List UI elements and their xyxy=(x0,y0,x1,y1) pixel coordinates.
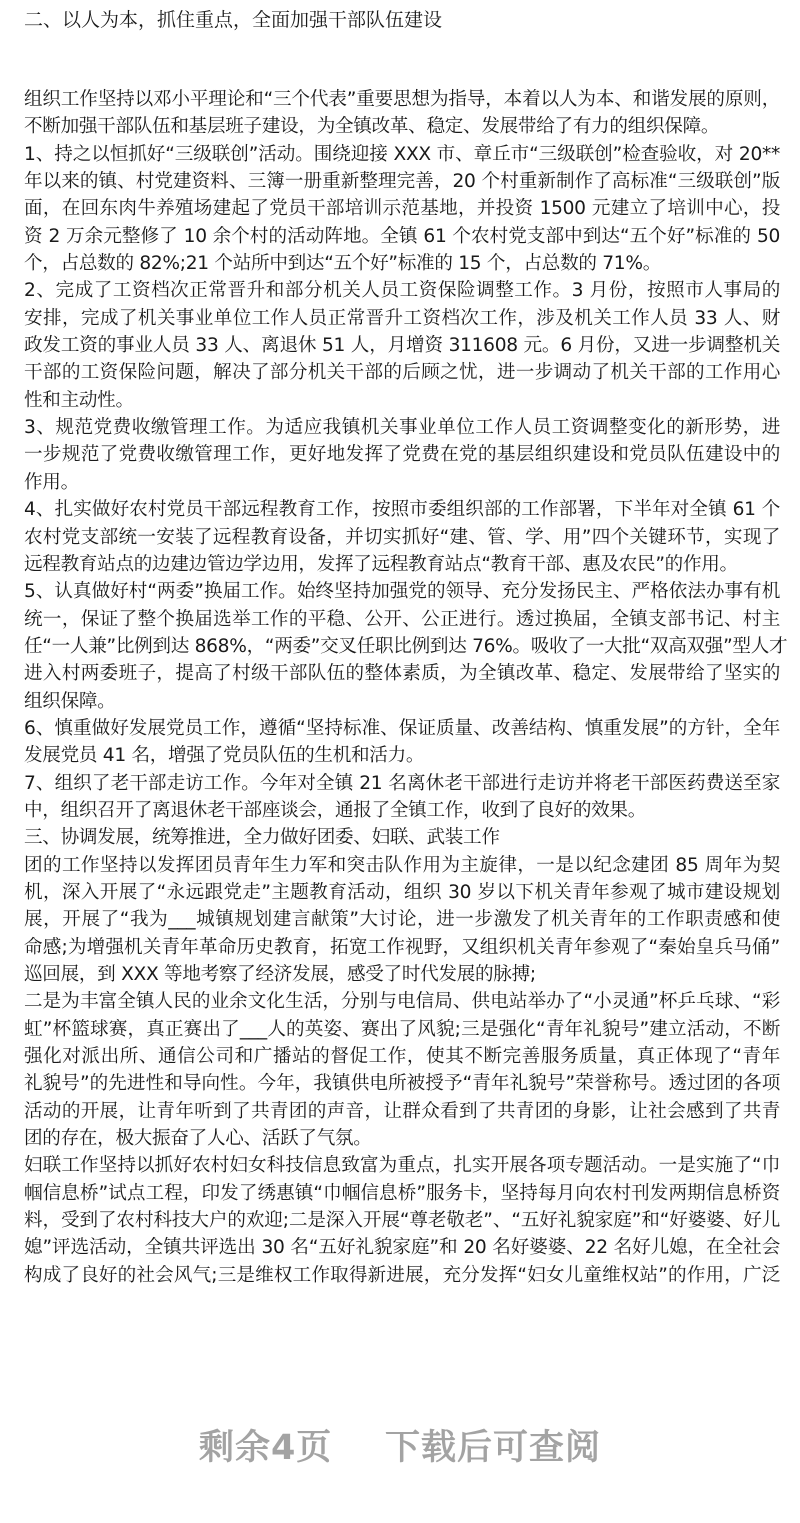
text-line: 一步规范了党费收缴管理工作，更好地发挥了党费在党的基层组织建设和党员队伍建设中的 xyxy=(24,444,780,466)
text-line: 命感;为增强机关青年革命历史教育，拓宽工作视野，又组织机关青年参观了“秦始皇兵马俑” xyxy=(24,936,780,958)
text-line: 远程教育站点的边建边管边学边用，发挥了远程教育站点“教育干部、惠及农民”的作用。 xyxy=(24,553,738,575)
text-line: 7、组织了老干部走访工作。今年对全镇 21 名离休老干部进行走访并将老干部医药费送至家 xyxy=(24,772,780,794)
text-line: 中，组织召开了离退休老干部座谈会，通报了全镇工作，收到了良好的效果。 xyxy=(24,799,646,821)
download-prompt[interactable] xyxy=(0,1420,800,1470)
paragraph xyxy=(24,770,780,825)
text-line: 进入村两委班子，提高了村级干部队伍的整体素质，为全镇改革、稳定、发展带给了坚实的 xyxy=(24,663,780,685)
text-line: 任“一人兼”比例到达 868%，“两委”交叉任职比例到达 76%。吸收了一大批“双高双强”型人才 xyxy=(24,635,788,657)
text-line: 年以来的镇、村党建资料、三簿一册重新整理完善，20 个村重新制作了高标准“三级联创”版 xyxy=(24,171,780,193)
text-line: 强化对派出所、通信公司和广播站的督促工作，使其不断完善服务质量，真正体现了“青年 xyxy=(24,1046,780,1068)
text-line: 二是为丰富全镇人民的业余文化生活，分别与电信局、供电站举办了“小灵通”杯乒乓球、“彩 xyxy=(24,991,780,1013)
text-line: 不断加强干部队伍和基层班子建设，为全镇改革、稳定、发展带给了有力的组织保障。 xyxy=(24,116,720,138)
text-line: 巡回展，到 XXX 等地考察了经济发展，感受了时代发展的脉搏; xyxy=(24,964,536,985)
text-line: 三、协调发展，统筹推进，全力做好团委、妇联、武装工作 xyxy=(24,827,500,849)
text-line: 1、持之以恒抓好“三级联创”活动。围绕迎接 XXX 市、章丘市“三级联创”检查验收，对 20** xyxy=(24,143,780,165)
text-line: 4、扎实做好农村党员干部远程教育工作，按照市委组织部的工作部署，下半年对全镇 61 个 xyxy=(24,499,780,521)
text-line: 统一，保证了整个换届选举工作的平稳、公开、公正进行。透过换届，全镇支部书记、村主 xyxy=(24,608,780,630)
text-line: 帼信息桥”试点工程，印发了绣惠镇“巾帼信息桥”服务卡，坚持每月向农村刊发两期信息桥资 xyxy=(24,1182,780,1204)
text-line: 面，在回东肉牛养殖场建起了党员干部培训示范基地，并投资 1500 元建立了培训中心，投 xyxy=(24,198,780,220)
text-line: 团的存在，极大振奋了人心、活跃了气氛。 xyxy=(24,1128,372,1150)
text-line: 礼貌号”的先进性和导向性。今年，我镇供电所被授予“青年礼貌号”荣誉称号。透过团的各项 xyxy=(24,1073,780,1095)
text-line: 媳”评选活动，全镇共评选出 30 名“五好礼貌家庭”和 20 名好婆婆、22 名好儿媳，在全社会 xyxy=(24,1237,780,1259)
text-line: 机，深入开展了“永远跟党走”主题教育活动，组织 30 岁以下机关青年参观了城市建设规划 xyxy=(24,881,780,903)
paragraph xyxy=(24,1152,780,1289)
section-heading: 二、以人为本，抓住重点，全面加强干部队伍建设 xyxy=(24,9,443,31)
paragraph xyxy=(24,414,780,496)
text-line: 干部的工资保险问题，解决了部分机关干部的后顾之忧，进一步调动了机关干部的工作用心 xyxy=(24,362,780,384)
text-line: 构成了良好的社会风气;三是维权工作取得新进展，充分发挥“妇女儿童维权站”的作用，广泛 xyxy=(24,1264,780,1286)
paragraph xyxy=(24,86,780,141)
document-body xyxy=(24,86,788,1289)
text-line: 性和主动性。 xyxy=(24,389,134,411)
download-hint-label: 下载后可查阅 xyxy=(385,1428,602,1468)
text-line: 作用。 xyxy=(24,471,79,493)
text-line: 个，占总数的 82%;21 个站所中到达“五个好”标准的 15 个，占总数的 71%。 xyxy=(24,253,662,275)
paragraph xyxy=(24,824,780,851)
paragraph xyxy=(24,141,780,278)
text-line: 发展党员 41 名，增强了党员队伍的生机和活力。 xyxy=(24,745,425,767)
text-line: 组织工作坚持以邓小平理论和“三个代表”重要思想为指导，本着以人为本、和谐发展的原则， xyxy=(24,89,780,110)
text-line: 6、慎重做好发展党员工作，遵循“坚持标准、保证质量、改善结构、慎重发展”的方针，全年 xyxy=(24,717,780,739)
text-line: 团的工作坚持以发挥团员青年生力军和突击队作用为主旋律，一是以纪念建团 85 周年为契 xyxy=(24,854,780,876)
paragraph xyxy=(24,852,780,989)
paragraph xyxy=(24,715,780,770)
text-line: 农村党支部统一安装了远程教育设备，并切实抓好“建、管、学、用”四个关键环节，实现了 xyxy=(24,526,780,548)
text-line: 组织保障。 xyxy=(24,690,116,712)
paragraph xyxy=(24,578,788,715)
paragraph xyxy=(24,988,780,1152)
text-line: 资 2 万余元整修了 10 余个村的活动阵地。全镇 61 个农村党支部中到达“五个好”标准的 50 xyxy=(24,225,780,247)
text-line: 2、完成了工资档次正常晋升和部分机关人员工资保险调整工作。3 月份，按照市人事局的 xyxy=(24,280,780,302)
remaining-pages-label: 剩余4页 xyxy=(198,1428,333,1468)
text-line: 料，受到了农村科技大户的欢迎;二是深入开展“尊老敬老”、“五好礼貌家庭”和“好婆婆、好儿 xyxy=(24,1210,780,1232)
paragraph xyxy=(24,277,780,414)
text-line: 5、认真做好村“两委”换届工作。始终坚持加强党的领导、充分发扬民主、严格依法办事有机 xyxy=(24,581,780,603)
paragraph xyxy=(24,496,780,578)
text-line: 展，开展了“我为___城镇规划建言献策”大讨论，进一步激发了机关青年的工作职责感和使 xyxy=(24,909,780,931)
text-line: 虹”杯篮球赛，真正赛出了___人的英姿、赛出了风貌;三是强化“青年礼貌号”建立活动，不断 xyxy=(24,1018,780,1040)
text-line: 妇联工作坚持以抓好农村妇女科技信息致富为重点，扎实开展各项专题活动。一是实施了“巾 xyxy=(24,1155,780,1177)
text-line: 活动的开展，让青年听到了共青团的声音，让群众看到了共青团的身影，让社会感到了共青 xyxy=(24,1100,780,1122)
text-line: 安排，完成了机关事业单位工作人员正常晋升工资档次工作，涉及机关工作人员 33 人、财 xyxy=(24,307,780,329)
text-line: 3、规范党费收缴管理工作。为适应我镇机关事业单位工作人员工资调整变化的新形势，进 xyxy=(24,417,780,439)
text-line: 政发工资的事业人员 33 人、离退休 51 人，月增资 311608 元。6 月份，又进一步调整机关 xyxy=(24,335,780,357)
